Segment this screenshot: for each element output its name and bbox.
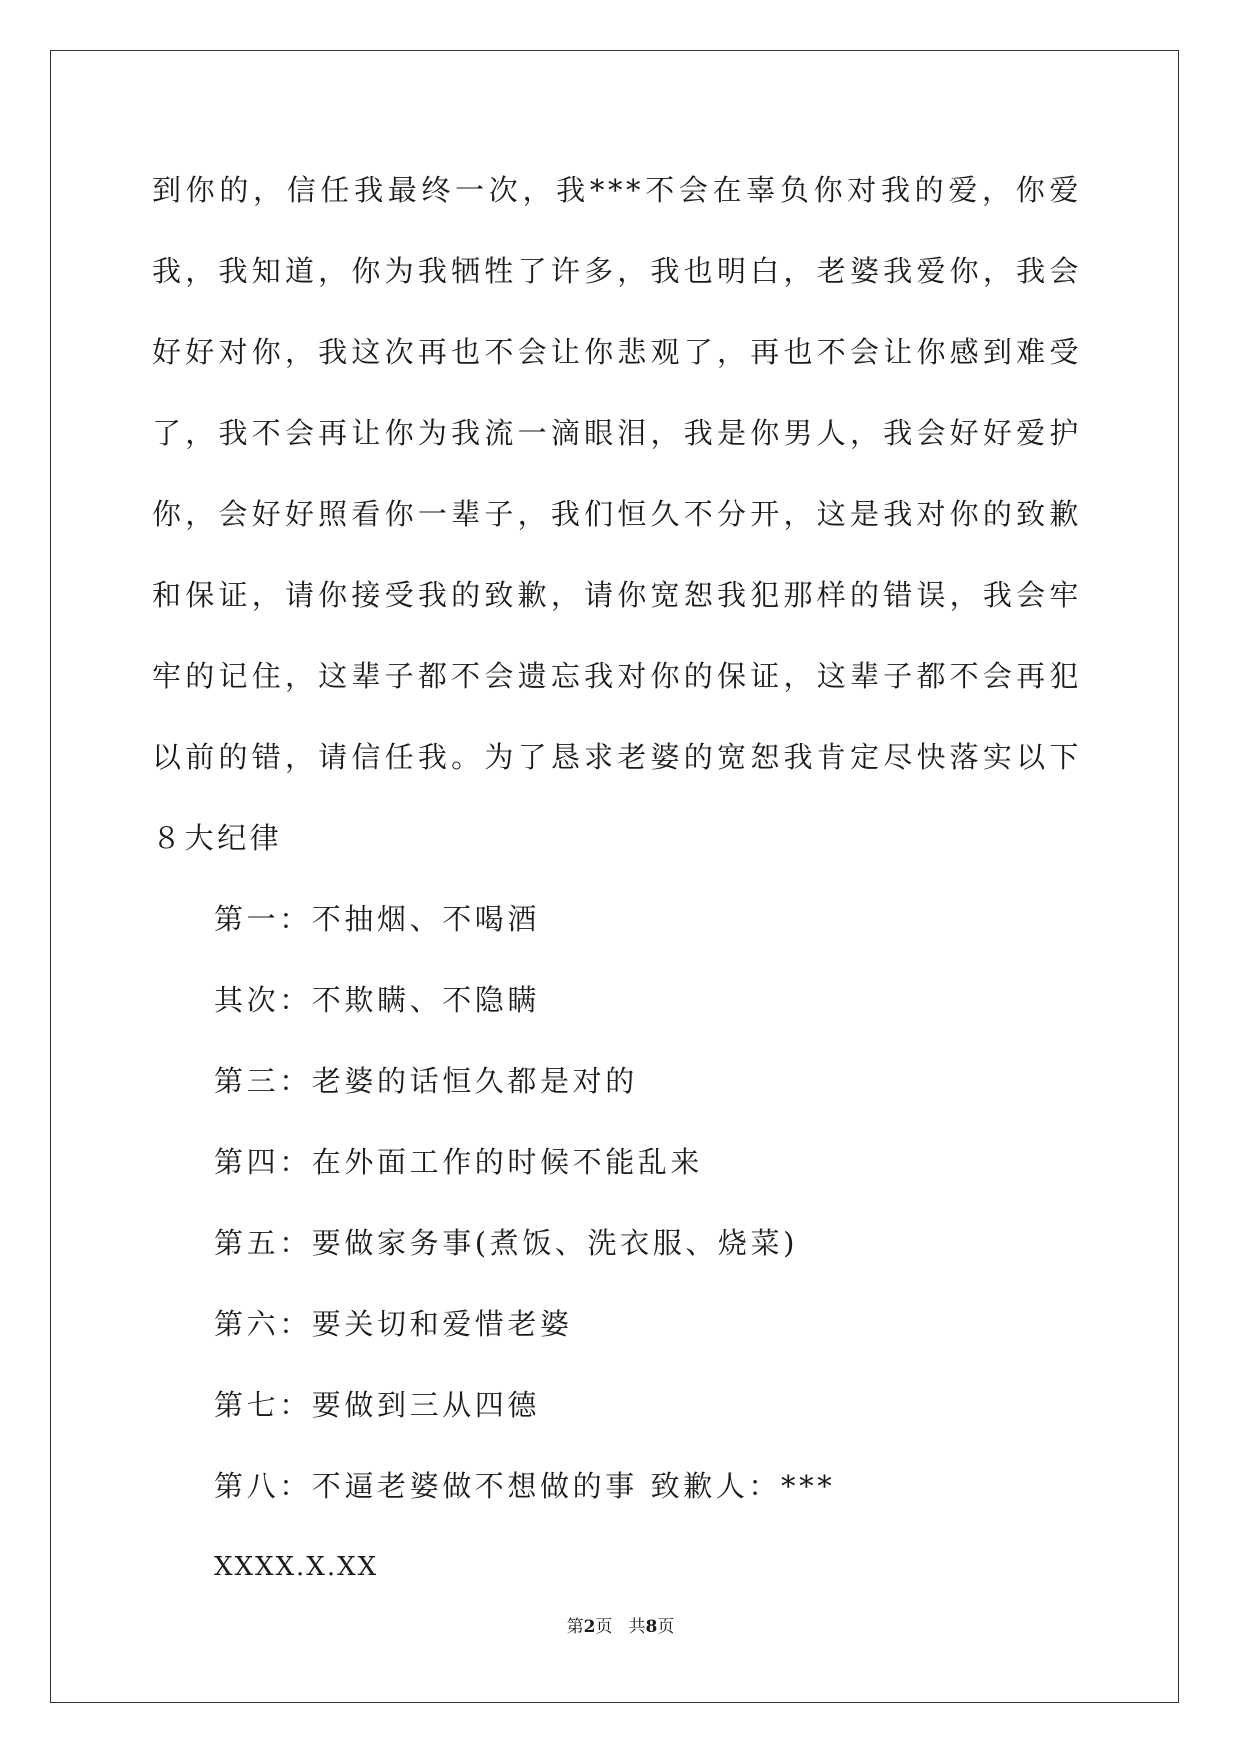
rule-item-3: 第三：老婆的话恒久都是对的 xyxy=(214,1064,638,1098)
rule-item-2: 其次：不欺瞒、不隐瞒 xyxy=(214,983,541,1017)
footer-page-word: 页 xyxy=(595,1617,613,1637)
rule-item-4: 第四：在外面工作的时候不能乱来 xyxy=(214,1145,704,1179)
page-footer xyxy=(0,1612,1241,1637)
footer-page-prefix: 第 xyxy=(566,1617,584,1637)
rule-item-1: 第一：不抽烟、不喝酒 xyxy=(214,902,541,936)
rule-item-6: 第六：要关切和爱惜老婆 xyxy=(214,1307,573,1341)
body-paragraph: 到你的，信任我最终一次，我***不会在辜负你对我的爱，你爱我，我知道，你为我牺牲了许多，我也明白，老婆我爱你，我会好好对你，我这次再也不会让你悲观了，再也不会让你感到难受了，我不会再让你为我流一滴眼泪，我是你男人，我会好好爱护你，会好好照看你一辈子，我们恒久不分开，这是我对你的致歉和保证，请你接受我的致歉，请你宽恕我犯那样的错误，我会牢牢的记住，这辈子都不会遗忘我对你的保证，这辈子都不会再犯以前的错，请信任我。为了恳求老婆的宽恕我肯定尽快落实以下８大纪律 xyxy=(152,173,1082,855)
rule-item-5: 第五：要做家务事(煮饭、洗衣服、烧菜) xyxy=(214,1226,799,1260)
rules-list xyxy=(152,879,1082,1527)
footer-total-pages: 8 xyxy=(645,1617,658,1637)
footer-total-prefix: 共 xyxy=(628,1617,646,1637)
footer-current-page: 2 xyxy=(583,1617,596,1637)
signature-date: XXXX.X.XX xyxy=(214,1552,379,1582)
rule-item-7: 第七：要做到三从四德 xyxy=(214,1388,541,1422)
footer-total-word: 页 xyxy=(657,1617,675,1637)
document-body xyxy=(152,150,1082,1608)
rule-item-8: 第八：不逼老婆做不想做的事 致歉人：*** xyxy=(214,1469,836,1503)
